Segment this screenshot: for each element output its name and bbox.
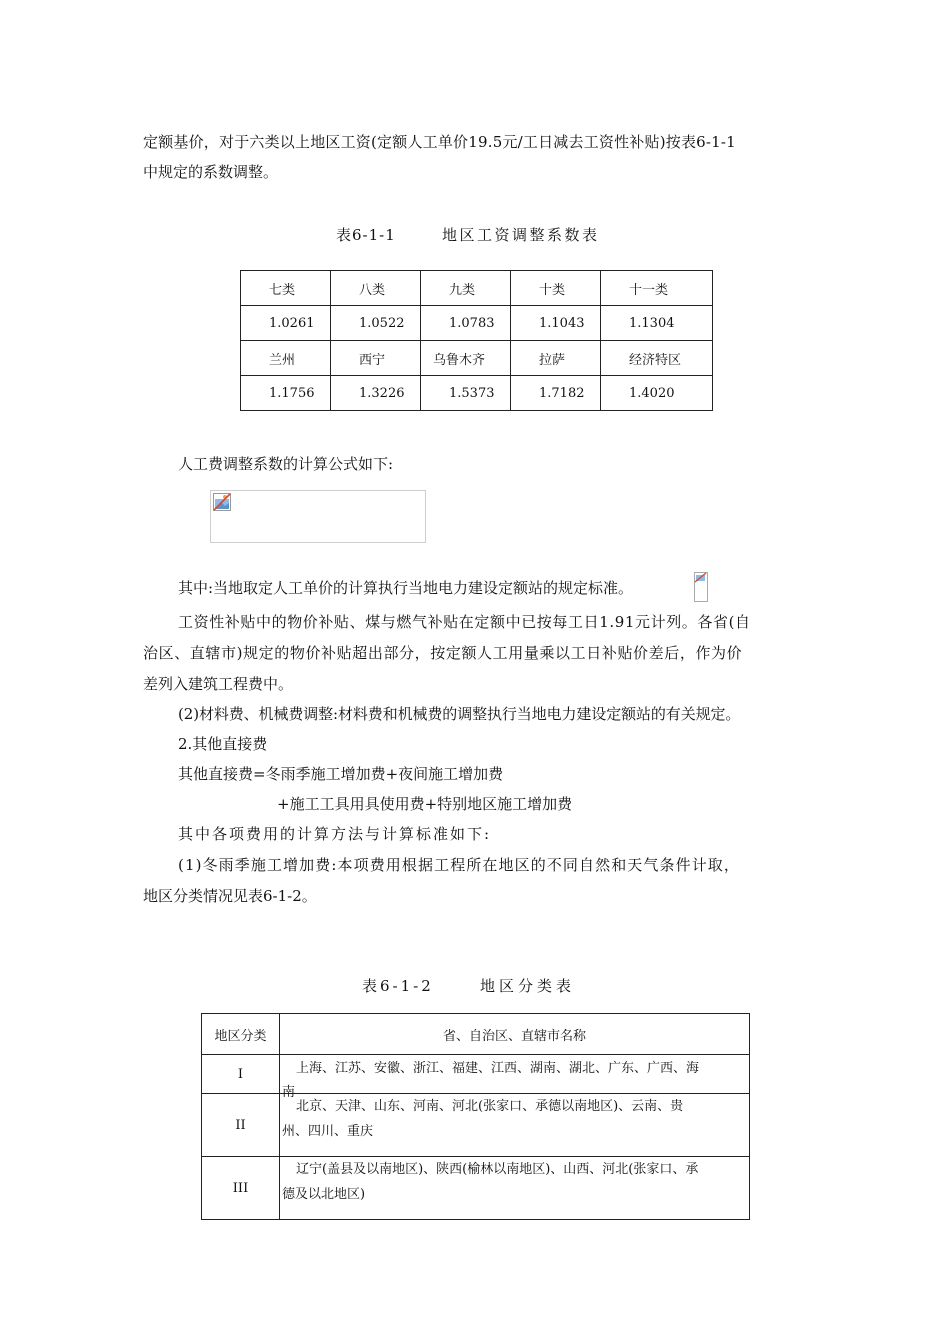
- table-row: [241, 376, 713, 411]
- table-cell: 经济特区: [601, 341, 713, 376]
- para-where: 其中:当地取定人工单价的计算执行当地电力建设定额站的规定标准。: [178, 579, 634, 597]
- column-header-class: 地区分类: [202, 1014, 280, 1055]
- provinces-line-2: 德及以北地区): [282, 1187, 366, 1202]
- heading-other-direct-cost: 2.其他直接费: [178, 735, 268, 753]
- broken-image-icon: [694, 572, 708, 602]
- table-cell: 九类: [421, 271, 511, 306]
- provinces-cell: [280, 1094, 750, 1157]
- table-cell: 1.7182: [511, 376, 601, 411]
- table-cell: 乌鲁木齐: [421, 341, 511, 376]
- table-row: [241, 306, 713, 341]
- table2-caption-title: 地区分类表: [479, 977, 575, 995]
- table-row: [241, 271, 713, 306]
- table-row: [202, 1157, 750, 1220]
- provinces-cell: [280, 1157, 750, 1220]
- table-cell: 七类: [241, 271, 331, 306]
- para-winter-line-1: (1)冬雨季施工增加费:本项费用根据工程所在地区的不同自然和天气条件计取，: [178, 856, 741, 874]
- table-cell: 拉萨: [511, 341, 601, 376]
- provinces-cell: [280, 1055, 750, 1100]
- region-class-cell: III: [202, 1157, 280, 1220]
- provinces-line-1: 北京、天津、山东、河南、河北(张家口、承德以南地区)、云南、贵: [296, 1099, 684, 1114]
- provinces-line-1: 辽宁(盖县及以南地区)、陕西(榆林以南地区)、山西、河北(张家口、承: [296, 1162, 699, 1177]
- formula-other-line-1: 其他直接费=冬雨季施工增加费+夜间施工增加费: [178, 765, 504, 783]
- table1-caption-number: 表6-1-1: [336, 226, 396, 244]
- region-classification-table: [201, 1013, 750, 1220]
- table-cell: 八类: [331, 271, 421, 306]
- wage-coefficient-table: [240, 270, 713, 411]
- table-cell: 十类: [511, 271, 601, 306]
- table2-caption-number: 表6-1-2: [362, 977, 434, 995]
- intro-line-1: 定额基价，对于六类以上地区工资(定额人工单价19.5元/工日减去工资性补贴)按表6-1-1: [143, 133, 736, 151]
- provinces-line-2: 南: [282, 1085, 296, 1100]
- region-class-cell: II: [202, 1094, 280, 1157]
- table-row: [202, 1094, 750, 1157]
- para-subsidy-line-2: 治区、直辖市)规定的物价补贴超出部分，按定额人工用量乘以工日补贴价差后，作为价: [143, 644, 743, 662]
- table-cell: 1.4020: [601, 376, 713, 411]
- table-cell: 1.5373: [421, 376, 511, 411]
- para-subsidy-line-3: 差列入建筑工程费中。: [143, 675, 294, 693]
- table1-caption: [336, 225, 599, 245]
- table-cell: 1.0522: [331, 306, 421, 341]
- provinces-line-2: 州、四川、重庆: [282, 1124, 374, 1139]
- provinces-line-1: 上海、江苏、安徽、浙江、福建、江西、湖南、湖北、广东、广西、海: [296, 1061, 700, 1076]
- table-row: [241, 341, 713, 376]
- table-cell: 1.0783: [421, 306, 511, 341]
- region-class-cell: I: [202, 1055, 280, 1094]
- table-cell: 兰州: [241, 341, 331, 376]
- para-methods: 其中各项费用的计算方法与计算标准如下:: [178, 825, 492, 843]
- broken-image-icon: [213, 493, 231, 511]
- table-cell: 1.1756: [241, 376, 331, 411]
- column-header-provinces: 省、自治区、直辖市名称: [280, 1014, 750, 1055]
- formula-other-line-2: +施工工具用具使用费+特别地区施工增加费: [277, 795, 573, 813]
- intro-line-2: 中规定的系数调整。: [143, 163, 279, 181]
- formula-image-placeholder: [210, 490, 426, 543]
- table-header-row: [202, 1014, 750, 1055]
- table-cell: 1.3226: [331, 376, 421, 411]
- formula-intro: 人工费调整系数的计算公式如下:: [178, 455, 394, 473]
- para-subsidy-line-1: 工资性补贴中的物价补贴、煤与燃气补贴在定额中已按每工日1.91元计列。各省(自: [178, 613, 751, 631]
- table-cell: 1.1304: [601, 306, 713, 341]
- para-winter-line-2: 地区分类情况见表6-1-2。: [143, 887, 317, 905]
- table2-caption: [362, 976, 575, 996]
- table-cell: 十一类: [601, 271, 713, 306]
- table-cell: 1.1043: [511, 306, 601, 341]
- table-row: [202, 1055, 750, 1094]
- table-cell: 西宁: [331, 341, 421, 376]
- table1-caption-title: 地区工资调整系数表: [441, 226, 600, 244]
- para-material: (2)材料费、机械费调整:材料费和机械费的调整执行当地电力建设定额站的有关规定。: [178, 705, 741, 723]
- table-cell: 1.0261: [241, 306, 331, 341]
